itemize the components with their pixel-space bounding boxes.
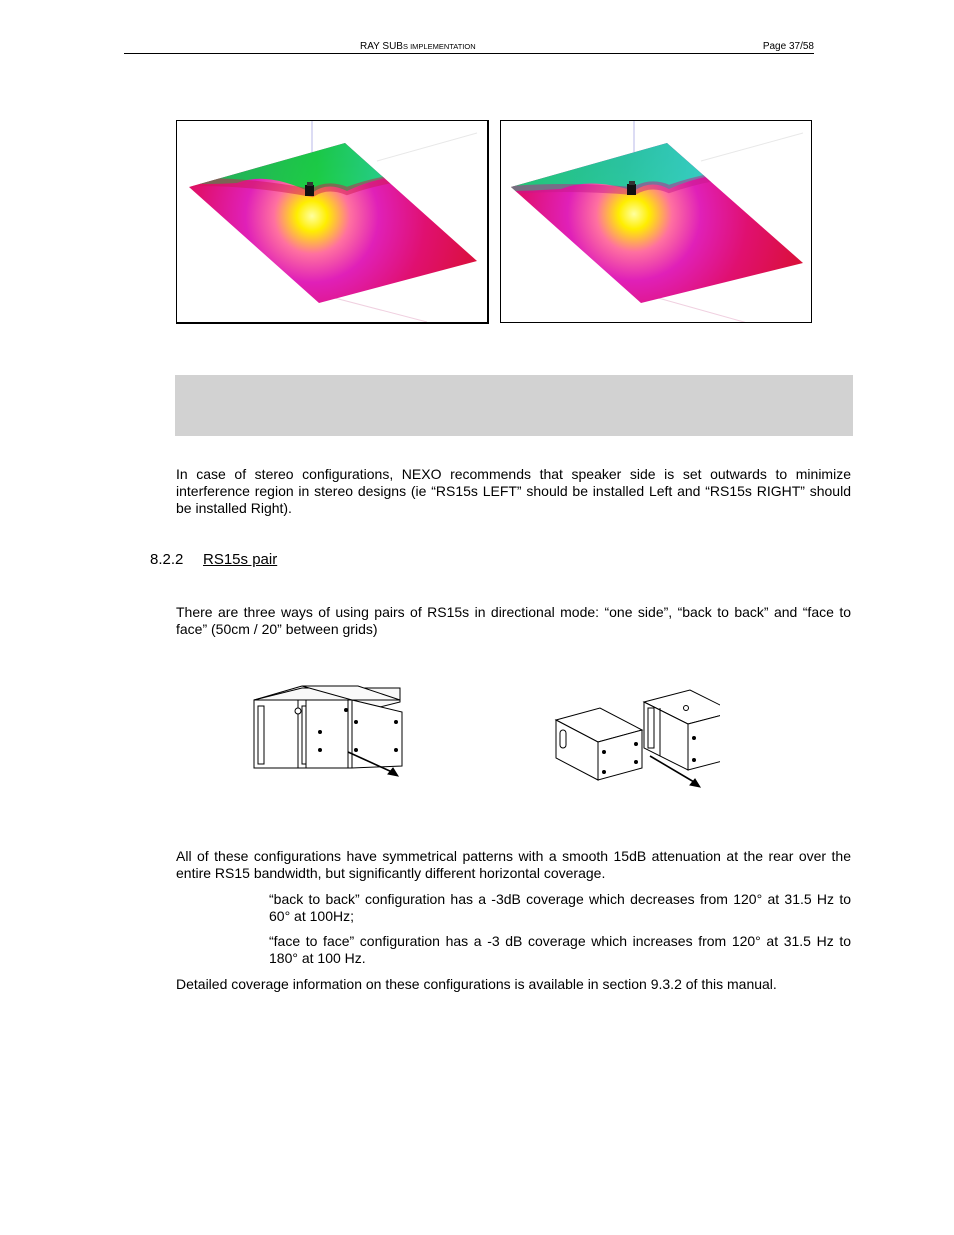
symmetrical-paragraph: All of these configurations have symmetrical patterns with a smooth 15dB attenuation at the rear over the entire RS15 bandwidth, but significantly different horizontal coverage.: [176, 848, 851, 881]
face-to-face-paragraph: “face to face” configuration has a -3 dB coverage which increases from 120° at 31.5 Hz to 180° at 100 Hz.: [269, 933, 851, 966]
page-number: Page 37/58: [762, 41, 814, 52]
page-header: [124, 40, 814, 54]
back-to-back-paragraph: “back to back” configuration has a -3dB coverage which decreases from 120° at 31.5 Hz to 60° at 100Hz;: [269, 891, 851, 924]
intro-paragraph: There are three ways of using pairs of RS15s in directional mode: “one side”, “back to back” and “face to face” (50cm / 20” between grids): [176, 604, 851, 637]
detailed-paragraph: Detailed coverage information on these configurations is available in section 9.3.2 of this manual.: [176, 976, 777, 992]
stereo-paragraph: In case of stereo configurations, NEXO recommends that speaker side is set outwards to minimize interference region in stereo designs (ie “RS15s LEFT” should be installed Left and “RS15s RIGHT” should be installed Right).: [176, 466, 851, 516]
back-to-back-pair-drawing: [556, 690, 720, 787]
document-title: RAY SUBS IMPLEMENTATION: [360, 41, 476, 52]
note-box: [175, 375, 853, 436]
speaker-pair-illustrations: [240, 680, 720, 800]
section-heading: [150, 551, 277, 569]
coverage-map-right: [500, 120, 812, 323]
section-title: RS15s pair: [203, 551, 278, 568]
one-side-pair-drawing: [254, 686, 402, 776]
coverage-map-left: [176, 120, 489, 324]
section-number: 8.2.2: [150, 551, 184, 568]
